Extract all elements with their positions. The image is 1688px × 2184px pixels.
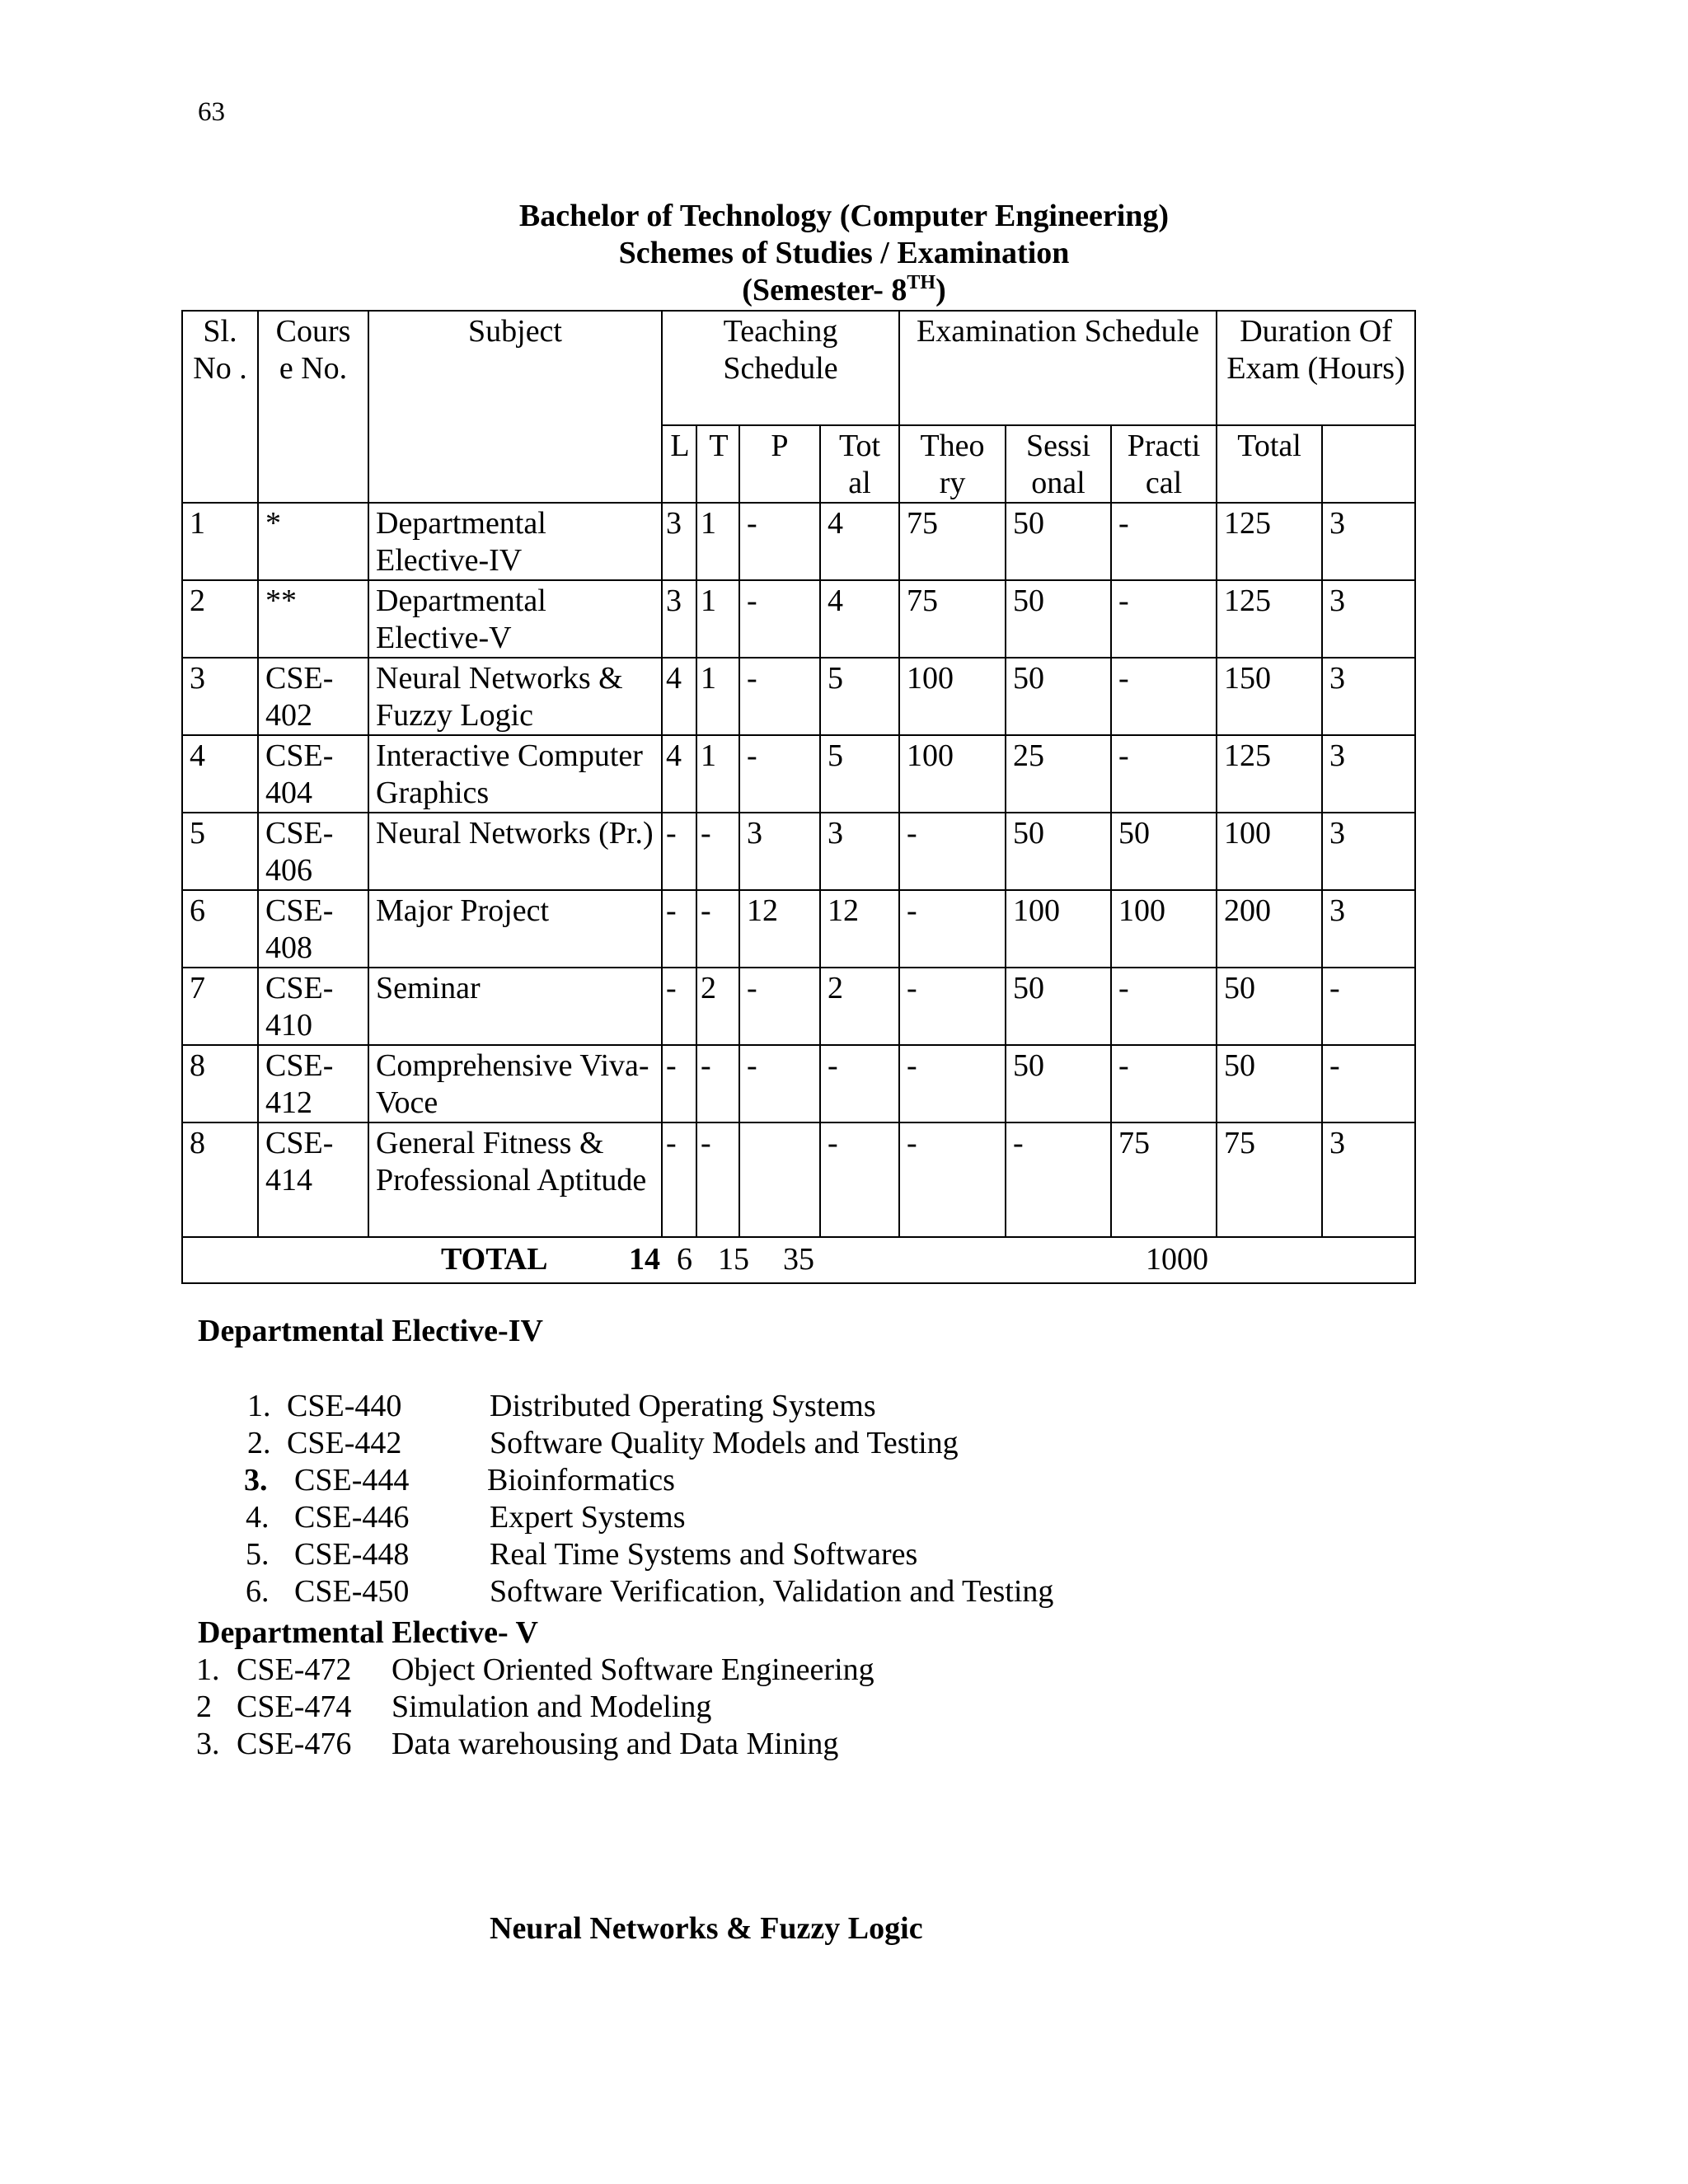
- cell-l: -: [662, 890, 696, 968]
- cell-sl: 5: [182, 813, 258, 890]
- cell-l: -: [662, 1122, 696, 1237]
- cell-p: 3: [739, 813, 820, 890]
- header-practical: Practi cal: [1111, 425, 1217, 503]
- total-l: 14: [629, 1242, 660, 1277]
- cell-subject: Neural Networks (Pr.): [368, 813, 662, 890]
- list-item: [0, 1726, 1236, 1763]
- title-line-1: Bachelor of Technology (Computer Engineering): [518, 199, 1170, 233]
- cell-course: CSE-402: [258, 658, 368, 735]
- cell-sessional: 50: [1006, 658, 1111, 735]
- cell-theory: -: [899, 968, 1006, 1045]
- cell-course: CSE-408: [258, 890, 368, 968]
- list-item: [0, 1425, 1236, 1462]
- item-number: 1.: [196, 1652, 220, 1687]
- cell-duration: -: [1322, 1045, 1415, 1122]
- cell-exam-total: 200: [1217, 890, 1322, 968]
- header-sl-no: Sl. No .: [182, 311, 258, 503]
- table-row: [182, 1122, 1415, 1237]
- cell-theory: 100: [899, 735, 1006, 813]
- header-empty: [1322, 425, 1415, 503]
- table-row: [182, 813, 1415, 890]
- cell-p: -: [739, 1045, 820, 1122]
- header-t: T: [696, 425, 739, 503]
- cell-exam-total: 125: [1217, 503, 1322, 580]
- cell-sl: 1: [182, 503, 258, 580]
- cell-subject: Major Project: [368, 890, 662, 968]
- cell-course: *: [258, 503, 368, 580]
- cell-p: 12: [739, 890, 820, 968]
- cell-theory: 100: [899, 658, 1006, 735]
- item-title: Software Quality Models and Testing: [490, 1426, 959, 1460]
- cell-sl: 2: [182, 580, 258, 658]
- cell-duration: 3: [1322, 813, 1415, 890]
- item-code: CSE-440: [287, 1389, 402, 1423]
- item-code: CSE-444: [294, 1463, 410, 1497]
- total-teaching: 35: [783, 1242, 814, 1277]
- cell-subject: Seminar: [368, 968, 662, 1045]
- cell-exam-total: 100: [1217, 813, 1322, 890]
- cell-t: 1: [696, 580, 739, 658]
- cell-practical: 100: [1111, 890, 1217, 968]
- cell-sessional: 100: [1006, 890, 1111, 968]
- cell-t: 1: [696, 503, 739, 580]
- semester-superscript: TH: [907, 272, 936, 293]
- cell-practical: -: [1111, 580, 1217, 658]
- header-row-1: [182, 311, 1415, 425]
- header-p: P: [739, 425, 820, 503]
- header-total-teaching: Tot al: [820, 425, 899, 503]
- cell-duration: 3: [1322, 1122, 1415, 1237]
- table-row: [182, 968, 1415, 1045]
- item-title: Data warehousing and Data Mining: [392, 1727, 839, 1761]
- item-code: CSE-442: [287, 1426, 402, 1460]
- cell-l: 4: [662, 658, 696, 735]
- cell-theory: -: [899, 1045, 1006, 1122]
- cell-sl: 8: [182, 1045, 258, 1122]
- cell-p: -: [739, 735, 820, 813]
- cell-course: CSE-410: [258, 968, 368, 1045]
- item-code: CSE-448: [294, 1537, 410, 1572]
- item-number: 2: [196, 1690, 212, 1724]
- cell-l: 3: [662, 580, 696, 658]
- cell-t: -: [696, 1045, 739, 1122]
- item-code: CSE-474: [237, 1690, 352, 1724]
- item-code: CSE-476: [237, 1727, 352, 1761]
- semester-suffix: ): [935, 273, 946, 307]
- cell-subject: Comprehensive Viva-Voce: [368, 1045, 662, 1122]
- cell-practical: -: [1111, 1045, 1217, 1122]
- cell-duration: 3: [1322, 503, 1415, 580]
- elective-iv-heading: Departmental Elective-IV: [198, 1314, 543, 1348]
- cell-subject: Departmental Elective-V: [368, 580, 662, 658]
- header-theory: Theo ry: [899, 425, 1006, 503]
- cell-duration: 3: [1322, 658, 1415, 735]
- cell-t: 1: [696, 735, 739, 813]
- cell-practical: -: [1111, 658, 1217, 735]
- header-duration: Duration Of Exam (Hours): [1217, 311, 1415, 425]
- cell-practical: 75: [1111, 1122, 1217, 1237]
- item-number: 3.: [196, 1727, 220, 1761]
- cell-t: -: [696, 1122, 739, 1237]
- cell-sl: 3: [182, 658, 258, 735]
- item-number: 4.: [246, 1500, 270, 1535]
- cell-sessional: 50: [1006, 580, 1111, 658]
- list-item: [0, 1462, 1236, 1499]
- table-row: [182, 1045, 1415, 1122]
- item-number: 1.: [247, 1389, 271, 1423]
- cell-exam-total: 75: [1217, 1122, 1322, 1237]
- scheme-table: [181, 310, 1416, 1284]
- cell-course: CSE-404: [258, 735, 368, 813]
- cell-sl: 8: [182, 1122, 258, 1237]
- cell-p: -: [739, 503, 820, 580]
- item-number: 6.: [246, 1574, 270, 1609]
- cell-total: 2: [820, 968, 899, 1045]
- cell-subject: Neural Networks & Fuzzy Logic: [368, 658, 662, 735]
- header-teaching-schedule: Teaching Schedule: [662, 311, 899, 425]
- next-section-heading: Neural Networks & Fuzzy Logic: [490, 1911, 923, 1946]
- cell-sl: 4: [182, 735, 258, 813]
- cell-sessional: 50: [1006, 503, 1111, 580]
- cell-total: 5: [820, 735, 899, 813]
- cell-total: -: [820, 1122, 899, 1237]
- item-code: CSE-450: [294, 1574, 410, 1609]
- cell-exam-total: 125: [1217, 580, 1322, 658]
- list-item: [0, 1689, 1236, 1726]
- cell-l: -: [662, 968, 696, 1045]
- item-title: Expert Systems: [490, 1500, 686, 1535]
- cell-subject: Departmental Elective-IV: [368, 503, 662, 580]
- cell-total: 4: [820, 580, 899, 658]
- list-item: [0, 1536, 1236, 1573]
- cell-t: -: [696, 813, 739, 890]
- cell-duration: -: [1322, 968, 1415, 1045]
- cell-p: -: [739, 968, 820, 1045]
- cell-exam-total: 150: [1217, 658, 1322, 735]
- cell-sessional: 50: [1006, 1045, 1111, 1122]
- list-item: [0, 1388, 1236, 1425]
- total-marks: 1000: [1146, 1242, 1208, 1277]
- cell-sl: 6: [182, 890, 258, 968]
- elective-v-list: [0, 1652, 1236, 1763]
- header-examination-schedule: Examination Schedule: [899, 311, 1217, 425]
- cell-sl: 7: [182, 968, 258, 1045]
- table-row: [182, 735, 1415, 813]
- item-title: Real Time Systems and Softwares: [490, 1537, 918, 1572]
- cell-duration: 3: [1322, 890, 1415, 968]
- cell-sessional: -: [1006, 1122, 1111, 1237]
- cell-duration: 3: [1322, 580, 1415, 658]
- cell-total: 4: [820, 503, 899, 580]
- cell-p: -: [739, 580, 820, 658]
- cell-t: 2: [696, 968, 739, 1045]
- elective-iv-list: [0, 1388, 1236, 1610]
- cell-exam-total: 125: [1217, 735, 1322, 813]
- semester-line: [0, 272, 1688, 309]
- cell-theory: -: [899, 1122, 1006, 1237]
- cell-course: CSE-412: [258, 1045, 368, 1122]
- cell-total: -: [820, 1045, 899, 1122]
- header-total-exam: Total: [1217, 425, 1322, 503]
- cell-total: 12: [820, 890, 899, 968]
- cell-l: -: [662, 1045, 696, 1122]
- total-cell: [182, 1237, 1415, 1283]
- list-item: [0, 1573, 1236, 1610]
- cell-course: CSE-414: [258, 1122, 368, 1237]
- cell-subject: Interactive Computer Graphics: [368, 735, 662, 813]
- cell-practical: -: [1111, 968, 1217, 1045]
- cell-course: CSE-406: [258, 813, 368, 890]
- total-p: 15: [718, 1242, 749, 1277]
- header-course-no: Cours e No.: [258, 311, 368, 503]
- item-number: 2.: [247, 1426, 271, 1460]
- page-number: 63: [198, 97, 225, 127]
- cell-l: -: [662, 813, 696, 890]
- cell-course: **: [258, 580, 368, 658]
- title-line-2: Schemes of Studies / Examination: [618, 236, 1070, 270]
- cell-l: 3: [662, 503, 696, 580]
- item-title: Simulation and Modeling: [392, 1690, 712, 1724]
- cell-exam-total: 50: [1217, 1045, 1322, 1122]
- list-item: [0, 1652, 1236, 1689]
- cell-l: 4: [662, 735, 696, 813]
- table-row: [182, 580, 1415, 658]
- table-row: [182, 503, 1415, 580]
- cell-total: 5: [820, 658, 899, 735]
- list-item: [0, 1499, 1236, 1536]
- item-title: Bioinformatics: [487, 1463, 675, 1497]
- cell-theory: -: [899, 890, 1006, 968]
- total-label: TOTAL: [441, 1242, 548, 1277]
- table-row: [182, 890, 1415, 968]
- semester-prefix: (Semester- 8: [742, 273, 907, 307]
- cell-total: 3: [820, 813, 899, 890]
- cell-theory: -: [899, 813, 1006, 890]
- item-title: Software Verification, Validation and Testing: [490, 1574, 1054, 1609]
- cell-t: 1: [696, 658, 739, 735]
- cell-subject: General Fitness & Professional Aptitude: [368, 1122, 662, 1237]
- total-t: 6: [677, 1242, 692, 1277]
- elective-v-heading: Departmental Elective- V: [198, 1615, 538, 1650]
- header-subject: Subject: [368, 311, 662, 503]
- total-row: [182, 1237, 1415, 1283]
- table-row: [182, 658, 1415, 735]
- header-l: L: [662, 425, 696, 503]
- cell-theory: 75: [899, 503, 1006, 580]
- item-number: 3.: [244, 1463, 268, 1497]
- item-title: Distributed Operating Systems: [490, 1389, 876, 1423]
- cell-p: [739, 1122, 820, 1237]
- cell-exam-total: 50: [1217, 968, 1322, 1045]
- cell-sessional: 50: [1006, 968, 1111, 1045]
- item-number: 5.: [246, 1537, 270, 1572]
- cell-duration: 3: [1322, 735, 1415, 813]
- cell-practical: 50: [1111, 813, 1217, 890]
- item-code: CSE-472: [237, 1652, 352, 1687]
- cell-practical: -: [1111, 503, 1217, 580]
- cell-practical: -: [1111, 735, 1217, 813]
- cell-sessional: 50: [1006, 813, 1111, 890]
- document-title: [0, 198, 1688, 309]
- item-code: CSE-446: [294, 1500, 410, 1535]
- header-sessional: Sessi onal: [1006, 425, 1111, 503]
- cell-p: -: [739, 658, 820, 735]
- cell-theory: 75: [899, 580, 1006, 658]
- item-title: Object Oriented Software Engineering: [392, 1652, 874, 1687]
- cell-t: -: [696, 890, 739, 968]
- cell-sessional: 25: [1006, 735, 1111, 813]
